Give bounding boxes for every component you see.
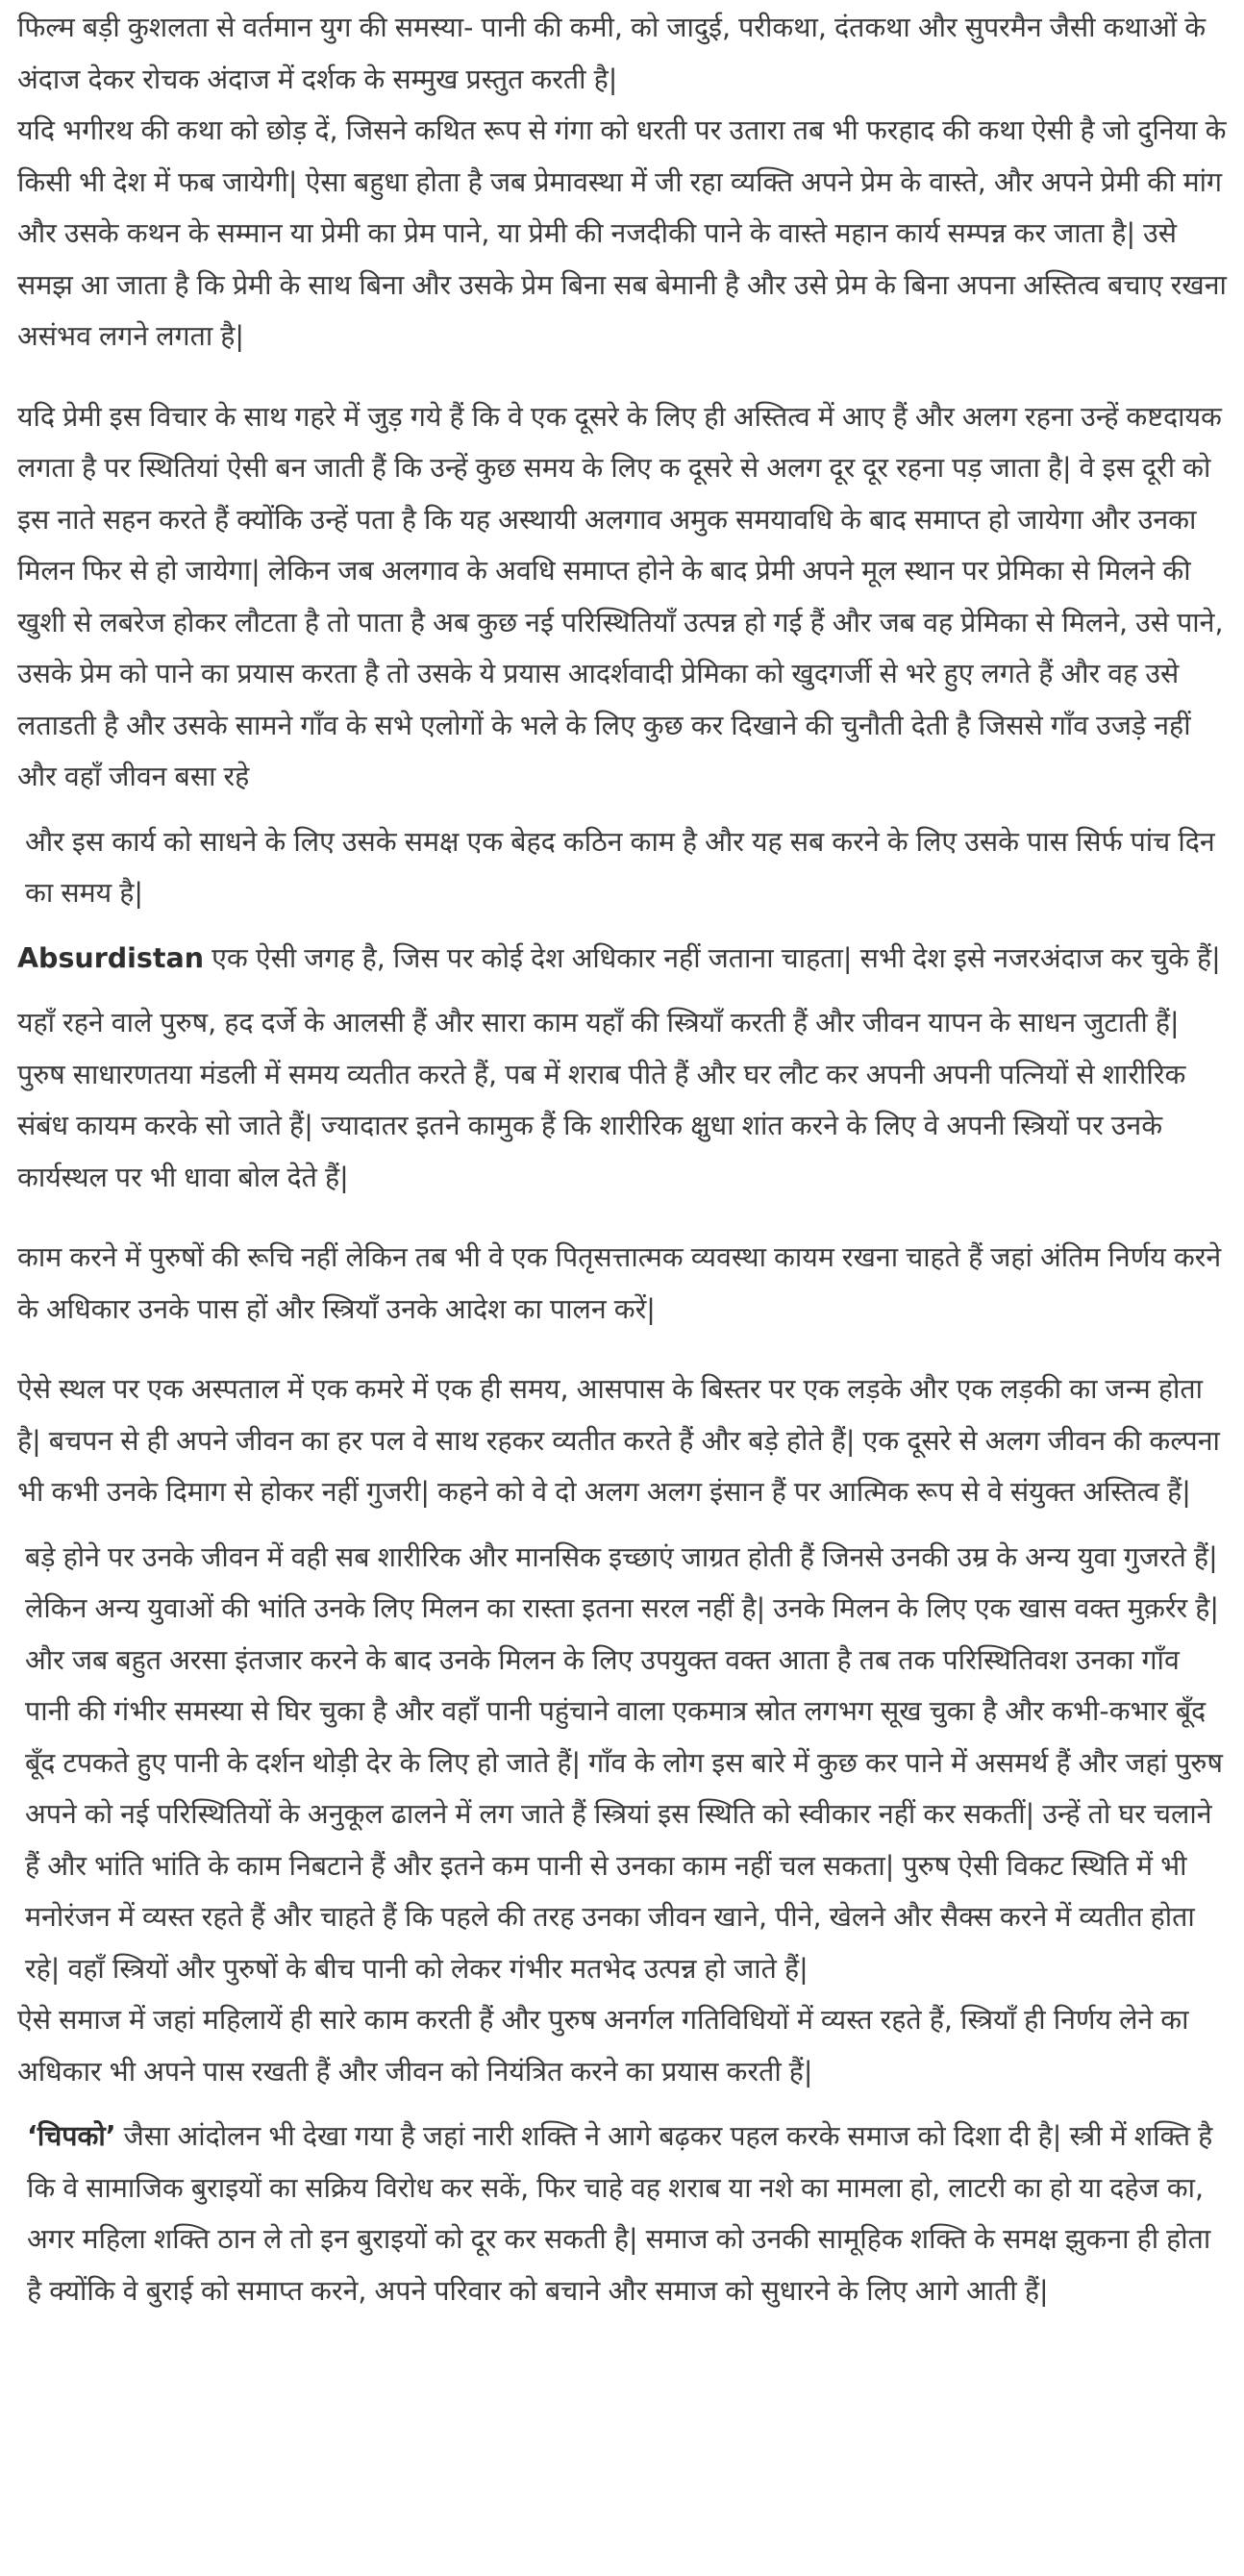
- paragraph-5-text: एक ऐसी जगह है, जिस पर कोई देश अधिकार नहीं जताना चाहता| सभी देश इसे नजरअंदाज कर चुके हैं|: [204, 941, 1221, 974]
- paragraph-3: यदि प्रेमी इस विचार के साथ गहरे में जुड़ गये हैं कि वे एक दूसरे के लिए ही अस्तित्व में आए हैं और अलग रहना उन्हें कष्टदायक लगता है पर स्थितियां ऐसी बन जाती हैं कि उन्हें कुछ समय के लिए क दूसरे से अलग दूर दूर रहना पड़ जाता है| वे इस दूरी को इस नाते सहन करते हैं क्योंकि उन्हें पता है कि यह अस्थायी अलगाव अमुक समयावधि के बाद समाप्त हो जायेगा और उनका मिलन फिर से हो जायेगा| लेकिन जब अलगाव के अवधि समाप्त होने के बाद प्रेमी अपने मूल स्थान पर प्रेमिका से मिलने की खुशी से लबरेज होकर लौटता है तो पाता है अब कुछ नई परिस्थितियाँ उत्पन्न हो गई हैं और जब वह प्रेमिका से मिलने, उसे पाने, उसके प्रेम को पाने का प्रयास करता है तो उसके ये प्रयास आदर्शवादी प्रेमिका को खुदगर्जी से भरे हुए लगते हैं और वह उसे लताडती है और उसके सामने गाँव के सभे एलोगों के भले के लिए कुछ कर दिखाने की चुनौती देती है जिससे गाँव उजड़े नहीं और वहाँ जीवन बसा रहे: [17, 400, 1224, 792]
- absurdistan-term: Absurdistan: [17, 941, 205, 974]
- paragraph-10: ऐसे समाज में जहां महिलायें ही सारे काम करती हैं और पुरुष अनर्गल गतिविधियों में व्यस्त रहते हैं, स्त्रियाँ ही निर्णय लेने का अधिकार भी अपने पास रखती हैं और जीवन को नियंत्रित करने का प्रयास करती हैं|: [17, 2004, 1189, 2088]
- chipko-term: ‘चिपको’: [27, 2120, 116, 2152]
- paragraph-7: काम करने में पुरुषों की रूचि नहीं लेकिन तब भी वे एक पितृसत्तात्मक व्यवस्था कायम रखना चाहते हैं जहां अंतिम निर्णय करने के अधिकार उनके पास हों और स्त्रियाँ उनके आदेश का पालन करें|: [17, 1241, 1222, 1325]
- paragraph-6: यहाँ रहने वाले पुरुष, हद दर्जे के आलसी हैं और सारा काम यहाँ की स्त्रियाँ करती हैं और जीवन यापन के साधन जुटाती हैं| पुरुष साधारणतया मंडली में समय व्यतीत करते हैं, पब में शराब पीते हैं और घर लौट कर अपनी अपनी पत्नियों से शारीरिक संबंध कायम करके सो जाते हैं| ज्यादातर इतने कामुक हैं कि शारीरिक क्षुधा शांत करने के लिए वे अपनी स्त्रियों पर उनके कार्यस्थल पर भी धावा बोल देते हैं|: [17, 1007, 1186, 1193]
- paragraph-8: ऐसे स्थल पर एक अस्पताल में एक कमरे में एक ही समय, आसपास के बिस्तर पर एक लड़के और एक लड़की का जन्म होता है| बचपन से ही अपने जीवन का हर पल वे साथ रहकर व्यतीत करते हैं और बड़े होते हैं| एक दूसरे से अलग जीवन की कल्पना भी कभी उनके दिमाग से होकर नहीं गुजरी| कहने को वे दो अलग अलग इंसान हैं पर आत्मिक रूप से वे संयुक्त अस्तित्व हैं|: [17, 1373, 1220, 1508]
- paragraph-11-text: जैसा आंदोलन भी देखा गया है जहां नारी शक्ति ने आगे बढ़कर पहल करके समाज को दिशा दी है| स्त्री में शक्ति है कि वे सामाजिक बुराइयों का सक्रिय विरोध कर सकें, फिर चाहे वह शराब या नशे का मामला हो, लाटरी का हो या दहेज का, अगर महिला शक्ति ठान ले तो इन बुराइयों को दूर कर सकती है| समाज को उनकी सामूहिक शक्ति के समक्ष झुकना ही होता है क्योंकि वे बुराई को समाप्त करने, अपने परिवार को बचाने और समाज को सुधारने के लिए आगे आती हैं|: [27, 2120, 1213, 2307]
- paragraph-11: [17, 2111, 1231, 2316]
- paragraph-5: [17, 933, 1231, 985]
- paragraph-9: बड़े होने पर उनके जीवन में वही सब शारीरिक और मानसिक इच्छाएं जाग्रत होती हैं जिनसे उनकी उम्र के अन्य युवा गुजरते हैं| लेकिन अन्य युवाओं की भांति उनके लिए मिलन का रास्ता इतना सरल नहीं है| उनके मिलन के लिए एक खास वक्त मुक़र्रर है| और जब बहुत अरसा इंतजार करने के बाद उनके मिलन के लिए उपयुक्त वक्त आता है तब तक परिस्थितिवश उनका गाँव पानी की गंभीर समस्या से घिर चुका है और वहाँ पानी पहुंचाने वाला एकमात्र स्रोत लगभग सूख चुका है और कभी-कभार बूँद बूँद टपकते हुए पानी के दर्शन थोड़ी देर के लिए हो जाते हैं| गाँव के लोग इस बारे में कुछ कर पाने में असमर्थ हैं और जहां पुरुष अपने को नई परिस्थितियों के अनुकूल ढालने में लग जाते हैं स्त्रियां इस स्थिति को स्वीकार नहीं कर सकतीं| उन्हें तो घर चलाने हैं और भांति भांति के काम निबटाने हैं और इतने कम पानी से उनका काम नहीं चल सकता| पुरुष ऐसी विकट स्थिति में भी मनोरंजन में व्यस्त रहते हैं और चाहते हैं कि पहले की तरह उनका जीवन खाने, पीने, खेलने और सैक्स करने में व्यतीत होता रहे| वहाँ स्त्रियों और पुरुषों के बीच पानी को लेकर गंभीर मतभेद उत्पन्न हो जाते हैं|: [25, 1540, 1223, 1985]
- paragraph-1: फिल्म बड़ी कुशलता से वर्तमान युग की समस्या- पानी की कमी, को जादुई, परीकथा, दंतकथा और सुपरमैन जैसी कथाओं के अंदाज देकर रोचक अंदाज में दर्शक के सम्मुख प्रस्तुत करती है|: [17, 12, 1207, 95]
- paragraph-4: और इस कार्य को साधने के लिए उसके समक्ष एक बेहद कठिन काम है और यह सब करने के लिए उसके पास सिर्फ पांच दिन का समय है|: [25, 825, 1215, 909]
- paragraph-2: यदि भगीरथ की कथा को छोड़ दें, जिसने कथित रूप से गंगा को धरती पर उतारा तब भी फरहाद की कथा ऐसी है जो दुनिया के किसी भी देश में फब जायेगी| ऐसा बहुधा होता है जब प्रेमावस्था में जी रहा व्यक्ति अपने प्रेम के वास्ते, और अपने प्रेमी की मांग और उसके कथन के सम्मान या प्रेमी का प्रेम पाने, या प्रेमी की नजदीकी पाने के वास्ते महान कार्य सम्पन्न कर जाता है| उसे समझ आ जाता है कि प्रेमी के साथ बिना और उसके प्रेम बिना सब बेमानी है और उसे प्रेम के बिना अपना अस्तित्व बचाए रखना असंभव लगने लगता है|: [17, 114, 1227, 352]
